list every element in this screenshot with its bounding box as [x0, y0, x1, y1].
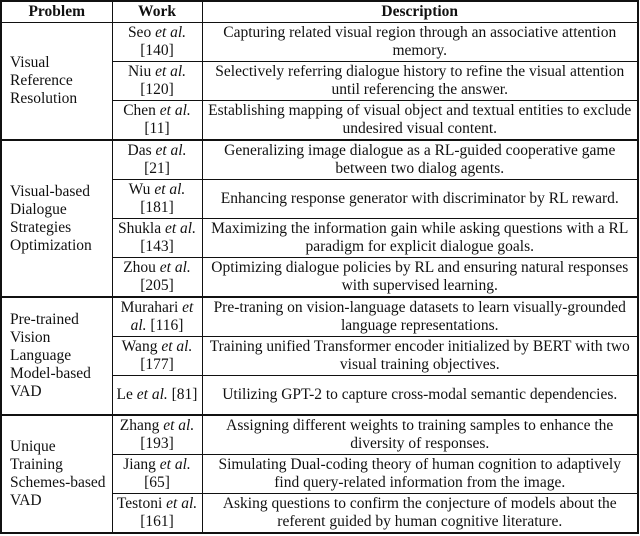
work-et-al: et al.: [164, 220, 196, 237]
work-cell: [112, 258, 202, 298]
work-author: Zhou: [123, 259, 156, 276]
table-row: [1, 415, 638, 455]
description-cell: Maximizing the information gain while asking questions with a RL paradigm for explicit dialogue goals.: [202, 219, 638, 258]
work-author: Das: [127, 142, 152, 159]
work-et-al: et al.: [155, 63, 187, 80]
work-author: Niu: [127, 63, 152, 80]
work-cell: [112, 493, 202, 533]
problem-cell: Unique Training Schemes-based VAD: [1, 415, 112, 533]
work-reference: [140]: [140, 42, 174, 59]
work-cell: [112, 376, 202, 415]
work-author: Murahari: [120, 299, 179, 316]
work-author: Seo: [127, 24, 152, 41]
work-cell: [112, 140, 202, 180]
description-cell: Establishing mapping of visual object and textual entities to exclude undesired visual content.: [202, 101, 638, 141]
work-reference: [181]: [140, 199, 174, 216]
description-cell: Pre-traning on vision-language datasets to learn visually-grounded language representations.: [202, 297, 638, 337]
work-reference: [177]: [140, 356, 174, 373]
work-reference: [205]: [140, 277, 174, 294]
work-reference: [21]: [144, 160, 170, 177]
work-et-al: et al.: [161, 338, 193, 355]
work-et-al: et al.: [155, 24, 187, 41]
table-body: [1, 23, 638, 533]
work-et-al: et al.: [163, 416, 195, 434]
work-author: Le: [116, 385, 133, 403]
header-row: [1, 1, 638, 23]
description-cell: Optimizing dialogue policies by RL and ensuring natural responses with supervised learning.: [202, 258, 638, 298]
description-cell: Simulating Dual-coding theory of human cognition to adaptively find query-related information from the image.: [202, 454, 638, 493]
table-row: [1, 140, 638, 180]
work-et-al: et al.: [159, 259, 191, 276]
work-et-al: et al.: [130, 299, 194, 334]
work-cell: [112, 337, 202, 376]
description-cell: Training unified Transformer encoder initialized by BERT with two visual training objectives.: [202, 337, 638, 376]
header-description: Description: [202, 1, 638, 23]
work-reference: [116]: [150, 317, 184, 334]
problem-cell: Visual-based Dialogue Strategies Optimization: [1, 140, 112, 297]
header-work: Work: [112, 1, 202, 23]
work-author: Zhang: [119, 416, 160, 434]
work-author: Wu: [128, 181, 151, 198]
description-cell: Capturing related visual region through an associative attention memory.: [202, 23, 638, 62]
work-et-al: et al.: [159, 455, 191, 473]
table-row: [1, 23, 638, 62]
work-cell: [112, 23, 202, 62]
work-author: Shukla: [118, 220, 162, 237]
work-reference: [65]: [144, 473, 170, 491]
work-reference: [143]: [140, 238, 174, 255]
work-reference: [161]: [140, 512, 174, 530]
work-cell: [112, 101, 202, 141]
work-reference: [120]: [140, 81, 174, 98]
work-et-al: et al.: [136, 385, 168, 403]
problem-cell: Visual Reference Resolution: [1, 23, 112, 141]
work-et-al: et al.: [159, 102, 191, 119]
work-author: Chen: [123, 102, 156, 119]
problem-cell: Pre-trained Vision Language Model-based VAD: [1, 297, 112, 415]
description-cell: Selectively referring dialogue history to refine the visual attention until referencing the answer.: [202, 62, 638, 101]
work-reference: [81]: [171, 385, 198, 403]
table-row: [1, 297, 638, 337]
work-cell: [112, 180, 202, 219]
work-cell: [112, 62, 202, 101]
description-cell: Enhancing response generator with discriminator by RL reward.: [202, 180, 638, 219]
work-et-al: et al.: [154, 181, 186, 198]
work-reference: [193]: [140, 434, 174, 452]
work-cell: [112, 297, 202, 337]
work-author: Testoni: [116, 494, 163, 512]
work-author: Jiang: [123, 455, 156, 473]
description-cell: Generalizing image dialogue as a RL-guided cooperative game between two dialog agents.: [202, 140, 638, 180]
description-cell: Assigning different weights to training samples to enhance the diversity of responses.: [202, 415, 638, 455]
work-et-al: et al.: [155, 142, 187, 159]
description-cell: Utilizing GPT-2 to capture cross-modal semantic dependencies.: [202, 376, 638, 415]
work-et-al: et al.: [166, 494, 198, 512]
header-problem: Problem: [1, 1, 112, 23]
work-cell: [112, 219, 202, 258]
work-cell: [112, 454, 202, 493]
work-reference: [11]: [144, 120, 170, 137]
work-author: Wang: [121, 338, 158, 355]
work-cell: [112, 415, 202, 455]
description-cell: Asking questions to confirm the conjecture of models about the referent guided by human cognitive literature.: [202, 493, 638, 533]
